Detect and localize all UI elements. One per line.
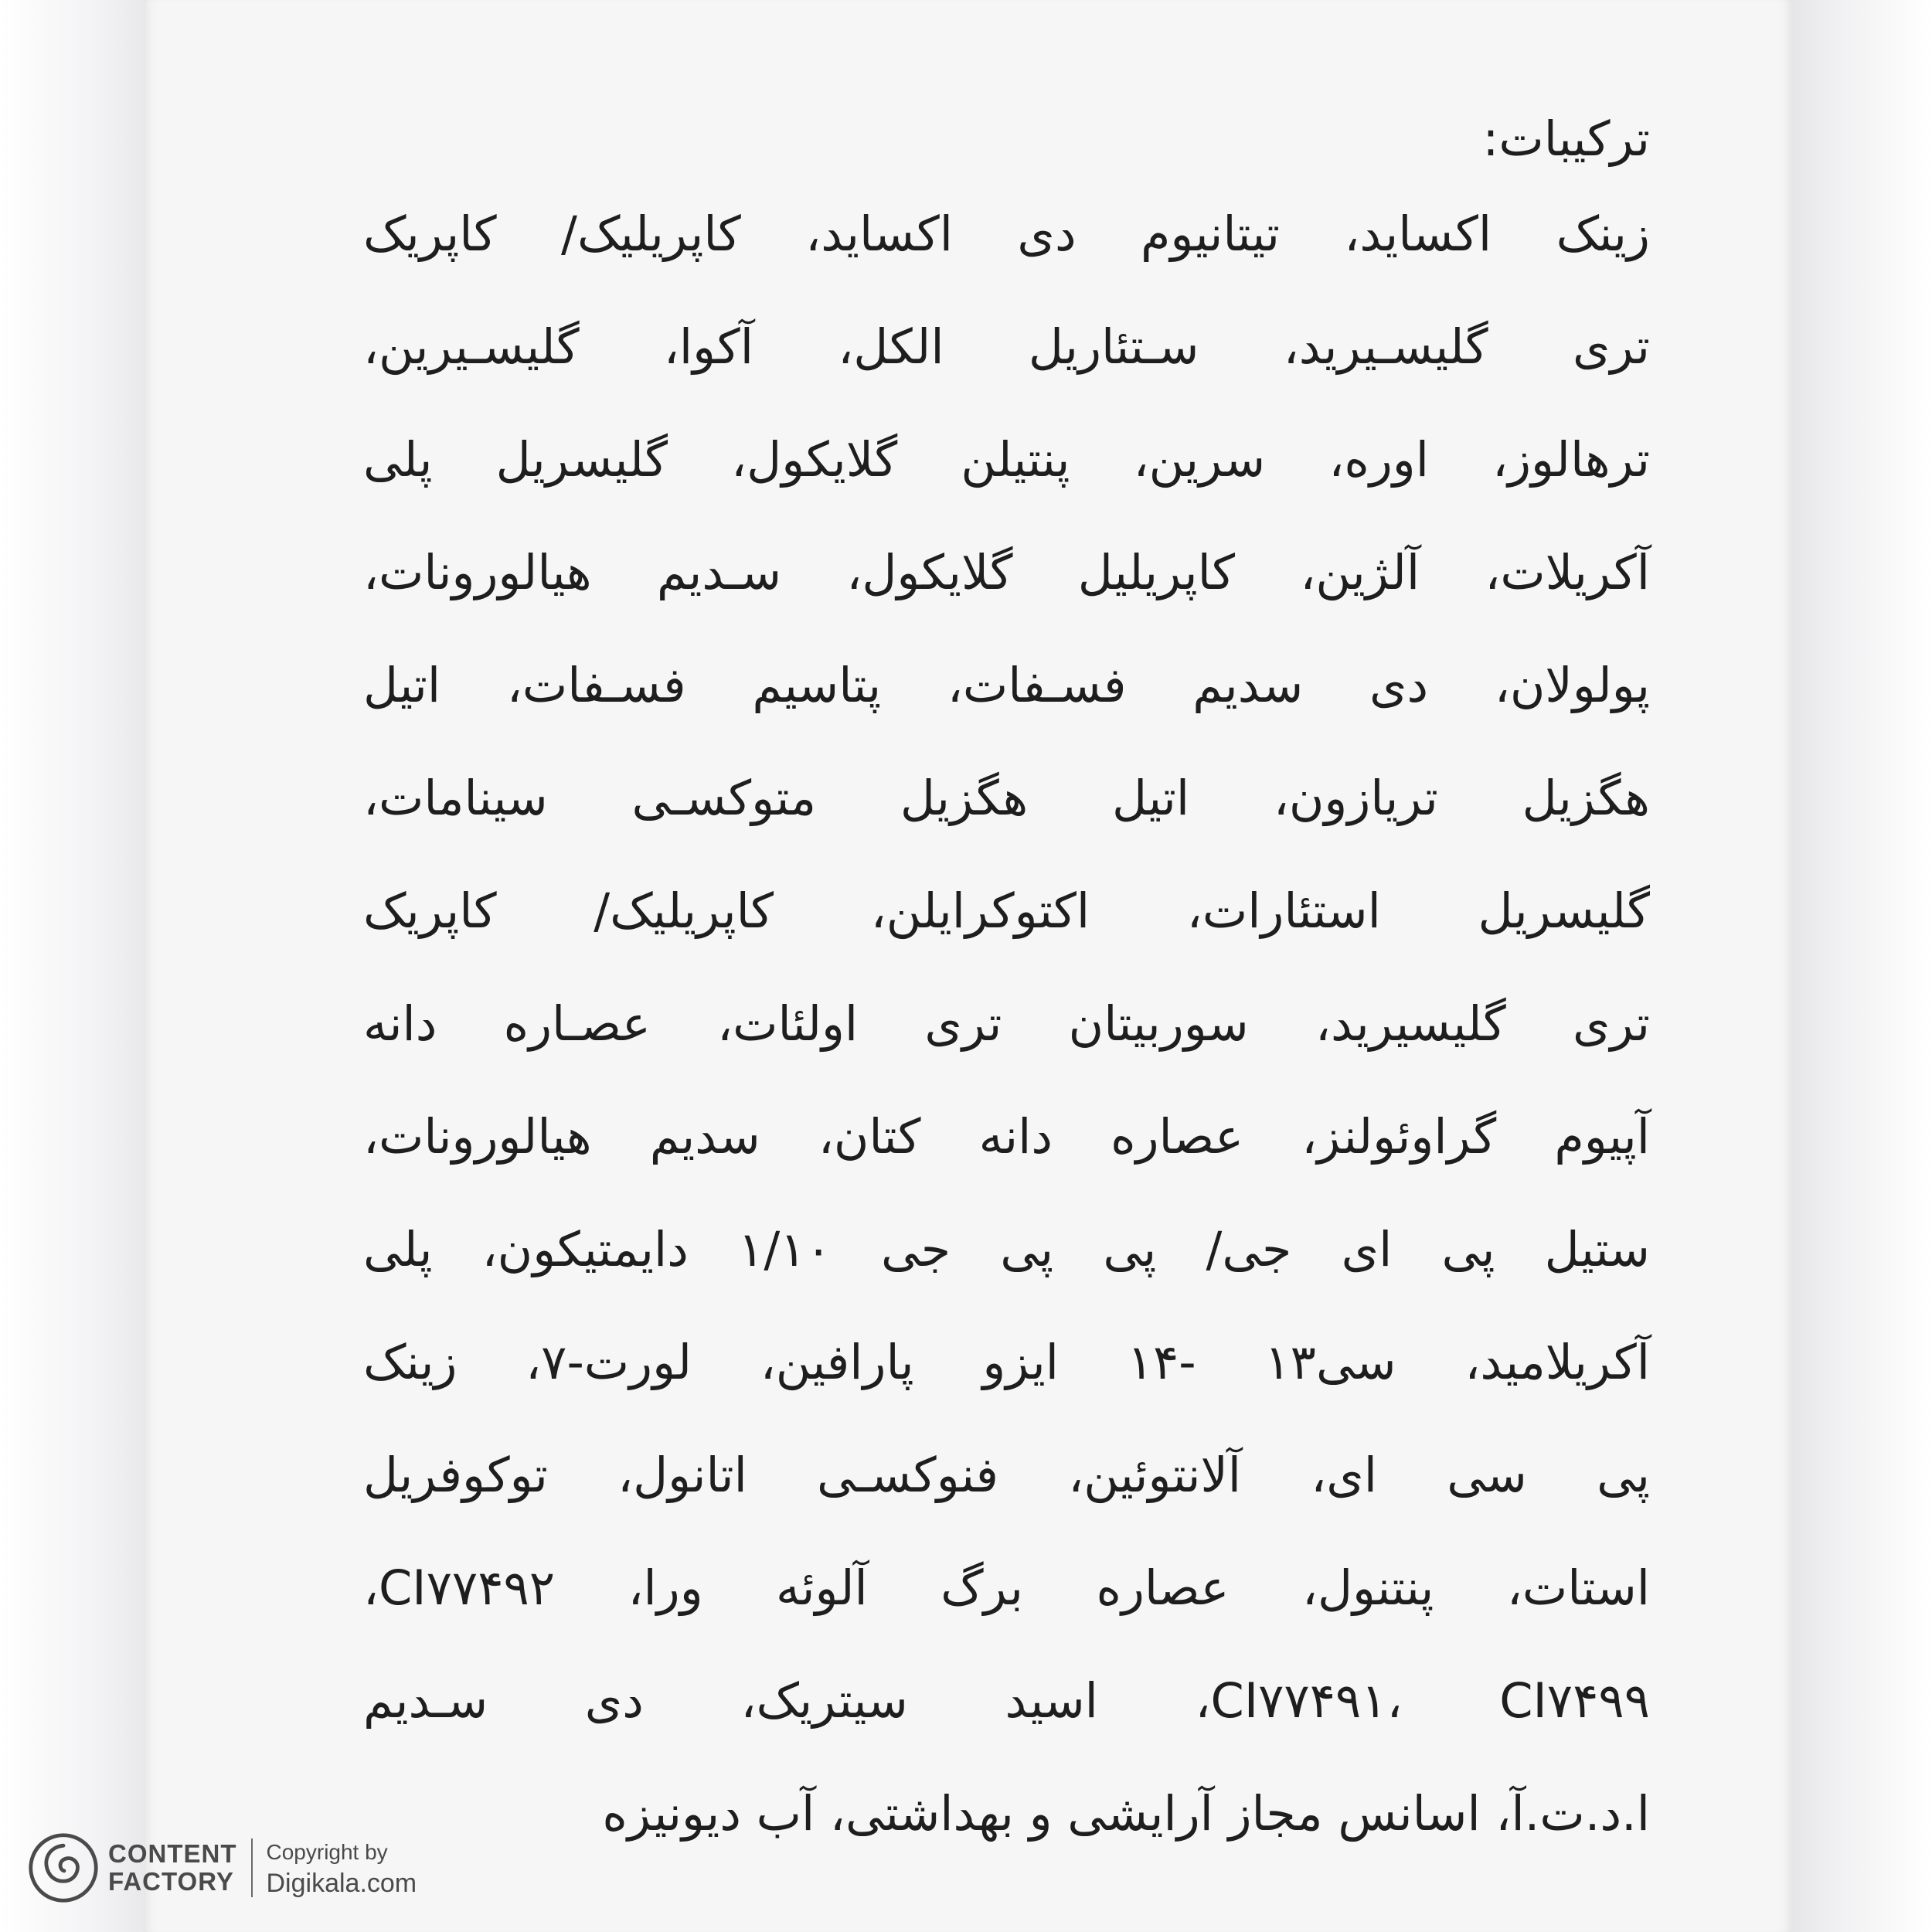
ingredient-line: آکریلامید، سی۱۳ -۱۴ ایزو پارافین، لورت-۷، زینک — [363, 1334, 1650, 1390]
ingredient-line: ترهالوز، اوره، سرین، پنتیلن گلایکول، گلیسریل پلی — [363, 431, 1650, 488]
ingredient-line: پی سی ای، آلانتوئین، فنوکسـی اتانول، توکوفریل — [363, 1447, 1650, 1503]
ingredient-line: CI۷۷۴۹۱، CI۷۴۹۹، اسید سیتریک، دی سـدیم — [363, 1672, 1651, 1729]
watermark-copyright — [267, 1837, 417, 1899]
ingredients-title: ترکیبات: — [1482, 111, 1650, 167]
watermark — [26, 1825, 417, 1910]
ingredient-line: تری گلیسـیرید، سـتئاریل الکل، آکوا، گلیسـیرین، — [363, 318, 1650, 375]
brand-line-2: FACTORY — [108, 1867, 234, 1896]
brand-line-1: CONTENT — [108, 1839, 237, 1868]
background-right — [1791, 0, 1932, 1932]
ingredient-line: پولولان، دی سدیم فسـفات، پتاسیم فسـفات، اتیل — [363, 657, 1650, 713]
watermark-brand — [108, 1840, 237, 1896]
ingredient-line: هگزیل تریازون، اتیل هگزیل متوکسـی سینامات، — [363, 770, 1650, 826]
ingredient-line: آکریلات، آلژین، کاپریلیل گلایکول، سـدیم هیالورونات، — [363, 544, 1650, 600]
ingredient-line: گلیسریل استئارات، اکتوکرایلن، کاپریلیک/ کاپریک — [363, 883, 1650, 939]
swirl-logo-icon — [26, 1831, 100, 1905]
ingredient-line: آپیوم گراوئولنز، عصاره دانه کتان، سدیم هیالورونات، — [363, 1108, 1650, 1165]
ingredient-line: استات، پنتنول، عصاره برگ آلوئه ورا، CI۷۷۴۹۲، — [363, 1560, 1650, 1616]
ingredient-line: زینک اکساید، تیتانیوم دی اکساید، کاپریلیک/ کاپریک — [363, 206, 1650, 262]
ingredient-line: ا.د.ت.آ، اسانس مجاز آرایشی و بهداشتی، آب دیونیزه — [602, 1785, 1650, 1842]
copyright-site: Digikala.com — [266, 1869, 417, 1898]
ingredient-line: تری گلیسیرید، سوربیتان تری اولئات، عصـاره دانه — [363, 995, 1650, 1052]
ingredients-block — [363, 100, 1650, 1870]
ingredient-line: ستیل پی ای جی/ پی پی جی ۱/۱۰ دایمتیکون، پلی — [363, 1221, 1650, 1277]
background-left — [0, 0, 144, 1932]
watermark-divider — [251, 1838, 253, 1897]
ingredients-list — [363, 178, 1650, 1870]
copyright-label: Copyright by — [266, 1840, 388, 1864]
